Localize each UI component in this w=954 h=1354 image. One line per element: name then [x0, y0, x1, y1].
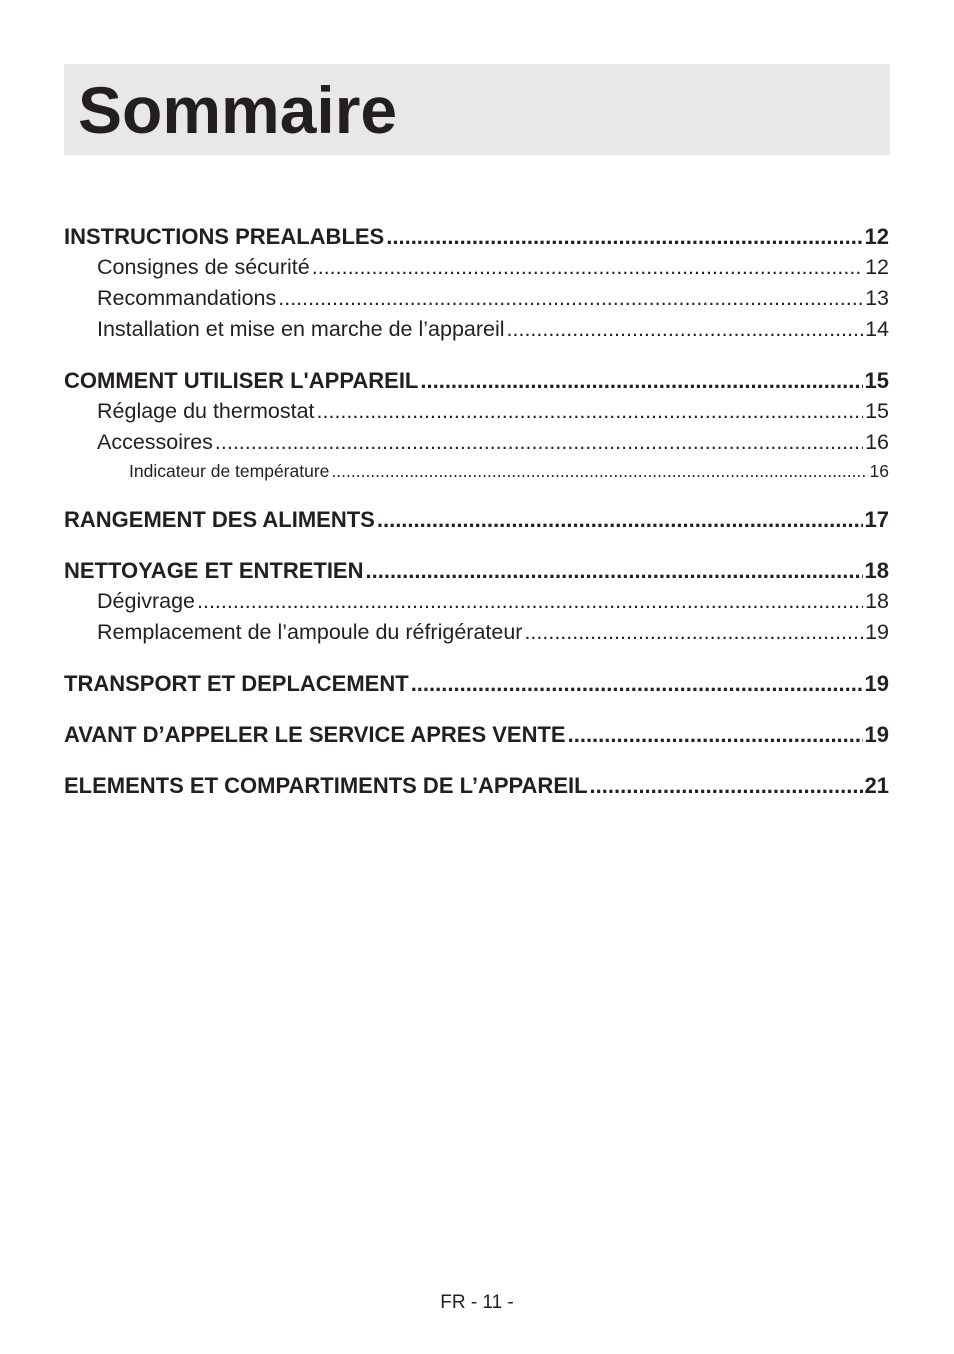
page-title: Sommaire [78, 73, 398, 147]
toc-entry-label: ELEMENTS ET COMPARTIMENTS DE L’APPAREIL [64, 773, 588, 798]
toc-page-number: 15 [864, 368, 889, 393]
toc-subentry[interactable] [64, 314, 889, 345]
toc-page-number: 16 [865, 430, 889, 454]
toc-page-number: 19 [864, 671, 889, 696]
toc-entry[interactable] [64, 719, 889, 750]
toc-leader [331, 458, 867, 484]
table-of-contents [64, 221, 889, 821]
toc-entry-label: NETTOYAGE ET ENTRETIEN [64, 558, 364, 583]
toc-subsubentry[interactable] [64, 458, 889, 484]
toc-entry-label: Remplacement de l’ampoule du réfrigérateur [97, 620, 523, 644]
toc-entry-label: Réglage du thermostat [97, 399, 315, 423]
toc-section [64, 555, 889, 648]
toc-leader [215, 427, 863, 458]
toc-section [64, 504, 889, 535]
toc-section [64, 719, 889, 750]
toc-page-number: 12 [865, 255, 889, 279]
toc-leader [420, 365, 862, 396]
toc-entry-label: Dégivrage [97, 589, 195, 613]
title-band [64, 64, 890, 155]
toc-page-number: 14 [865, 317, 889, 341]
toc-page-number: 17 [864, 507, 889, 532]
toc-entry[interactable] [64, 221, 889, 252]
toc-leader [411, 668, 863, 699]
toc-entry-label: Recommandations [97, 286, 277, 310]
toc-leader [386, 221, 862, 252]
toc-entry-label: Indicateur de température [129, 461, 330, 481]
toc-subentry[interactable] [64, 427, 889, 458]
toc-entry[interactable] [64, 504, 889, 535]
toc-page-number: 19 [865, 620, 889, 644]
toc-entry-label: AVANT D’APPELER LE SERVICE APRES VENTE [64, 722, 566, 747]
toc-subentry[interactable] [64, 396, 889, 427]
toc-leader [590, 770, 863, 801]
toc-page-number: 16 [869, 461, 889, 481]
toc-page-number: 19 [864, 722, 889, 747]
toc-section [64, 221, 889, 345]
toc-subentry[interactable] [64, 252, 889, 283]
toc-entry-label: Consignes de sécurité [97, 255, 310, 279]
toc-page-number: 15 [865, 399, 889, 423]
toc-entry[interactable] [64, 770, 889, 801]
toc-section [64, 668, 889, 699]
toc-section [64, 365, 889, 484]
toc-leader [524, 617, 863, 648]
page-footer: FR - 11 - [440, 1292, 514, 1313]
toc-page-number: 18 [864, 558, 889, 583]
toc-page-number: 21 [864, 773, 889, 798]
toc-section [64, 770, 889, 801]
toc-entry-label: RANGEMENT DES ALIMENTS [64, 507, 375, 532]
toc-page-number: 18 [865, 589, 889, 613]
toc-leader [278, 283, 863, 314]
toc-subentry[interactable] [64, 617, 889, 648]
toc-entry[interactable] [64, 555, 889, 586]
toc-subentry[interactable] [64, 586, 889, 617]
toc-entry-label: TRANSPORT ET DEPLACEMENT [64, 671, 409, 696]
toc-entry[interactable] [64, 668, 889, 699]
toc-subentry[interactable] [64, 283, 889, 314]
toc-entry-label: COMMENT UTILISER L'APPAREIL [64, 368, 419, 393]
toc-leader [317, 396, 864, 427]
toc-entry-label: INSTRUCTIONS PREALABLES [64, 224, 385, 249]
toc-leader [568, 719, 863, 750]
toc-leader [377, 504, 863, 535]
toc-page-number: 13 [865, 286, 889, 310]
toc-entry-label: Installation et mise en marche de l’appareil [97, 317, 505, 341]
toc-leader [366, 555, 863, 586]
toc-entry[interactable] [64, 365, 889, 396]
toc-leader [312, 252, 863, 283]
toc-entry-label: Accessoires [97, 430, 213, 454]
toc-leader [197, 586, 863, 617]
toc-leader [507, 314, 864, 345]
toc-page-number: 12 [864, 224, 889, 249]
